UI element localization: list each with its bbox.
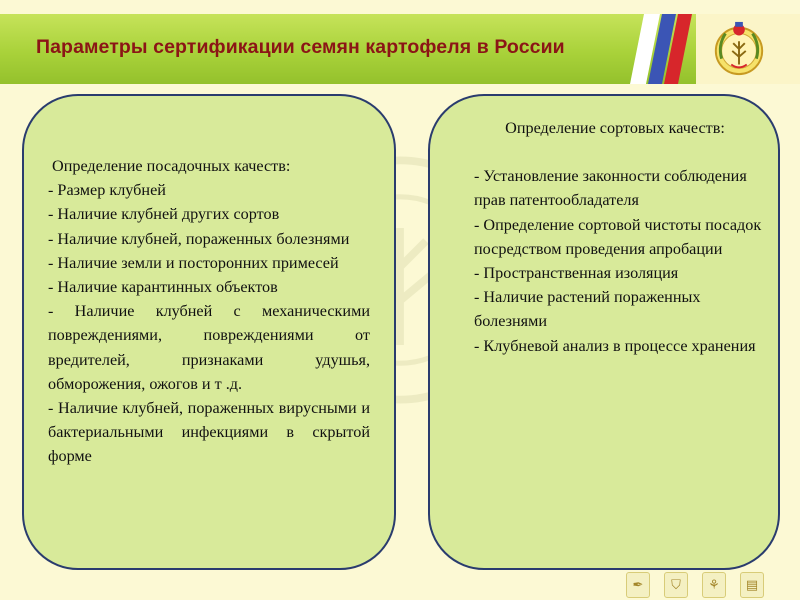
- list-item: - Клубневой анализ в процессе хранения: [474, 336, 756, 355]
- document-icon[interactable]: ▤: [740, 572, 764, 598]
- flag-stripes-icon: [616, 14, 696, 84]
- varietal-quality-heading: Определение сортовых качеств:: [505, 119, 725, 137]
- planting-quality-panel: [22, 94, 396, 570]
- list-item: - Установление законности соблюдения прав патентообладателя: [474, 167, 747, 210]
- footer-nav: [626, 572, 764, 598]
- planting-quality-heading: Определение посадочных качеств:: [52, 157, 291, 175]
- list-item: - Наличие земли и посторонних примесей: [48, 253, 339, 272]
- list-item: - Определение сортовой чистоты посадок посредством проведения апробации: [474, 215, 762, 258]
- shield-icon[interactable]: ⛉: [664, 572, 688, 598]
- planting-quality-text: [48, 154, 370, 469]
- page-title: Параметры сертификации семян картофеля в России: [36, 36, 565, 58]
- list-item: - Наличие клубней с механическими повреждениями, повреждениями от вредителей, признаками удушья, обморожения, ожогов и т .д.: [48, 302, 370, 393]
- varietal-quality-panel: [428, 94, 780, 570]
- quill-icon[interactable]: ✒: [626, 572, 650, 598]
- list-item: - Наличие клубней, пораженных вирусными и бактериальными инфекциями в скрытой форме: [48, 399, 370, 466]
- varietal-quality-text: [474, 116, 764, 358]
- agriculture-emblem-icon: [710, 20, 768, 78]
- list-item: - Пространственная изоляция: [474, 264, 679, 283]
- list-item: - Наличие клубней, пораженных болезнями: [48, 229, 350, 248]
- heading-spacer: [474, 140, 764, 164]
- list-item: - Наличие клубней других сортов: [48, 205, 280, 224]
- wheat-sheaf-icon[interactable]: ⚘: [702, 572, 726, 598]
- list-item: - Наличие растений пораженных болезнями: [474, 288, 701, 331]
- emblem-area: [696, 14, 800, 84]
- list-item: - Размер клубней: [48, 181, 166, 200]
- list-item: - Наличие карантинных объектов: [48, 278, 278, 297]
